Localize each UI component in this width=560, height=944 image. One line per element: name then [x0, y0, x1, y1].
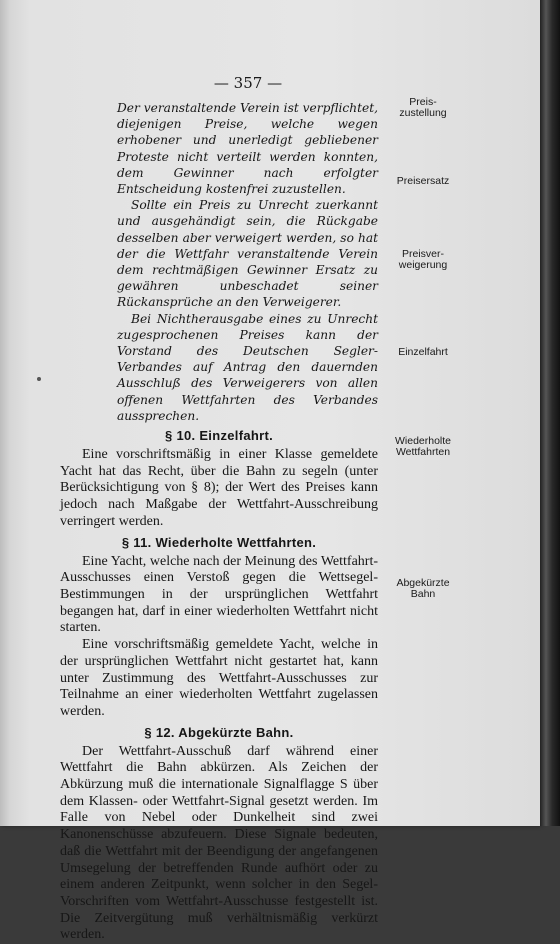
section-paragraph: Eine vorschriftsmäßig gemeldete Yacht, welche in der ursprünglichen Wettfahrt nicht gestartet hat, kann unter Zustimmung des Wettfahrt-Ausschusses zur Teilnahme an einer wiederholten Wettfahrt zugelassen werden. — [60, 637, 378, 719]
italic-paragraph: Bei Nichtherausgabe eines zu Unrecht zugesprochenen Preises kann der Vorstand des Deutschen Segler-Verbandes auf Antrag den dauernden Ausschluß des Verweigerers von allen offenen Wettfahrten des Verbandes aussprechen. — [117, 311, 378, 423]
page-number: — 357 — — [213, 74, 283, 92]
section-heading-10: § 10. Einzelfahrt. — [165, 428, 273, 444]
book-spine-edge — [540, 0, 560, 826]
section-heading-11: § 11. Wiederholte Wettfahrten. — [121, 534, 317, 550]
section-paragraph: Eine Yacht, welche nach der Meinung des Wettfahrt-Ausschusses einen Verstoß gegen die Wettsegel-Bestimmungen in der ursprünglichen Wettfahrt begangen hat, darf in einer wiederholten Wettfahrt nicht starten. — [60, 553, 378, 636]
section-heading-12: § 12. Abgekürzte Bahn. — [144, 724, 294, 740]
margin-note-abgekuerzte-bahn: Abgekürzte Bahn — [396, 577, 450, 600]
italic-paragraph: Sollte ein Preis zu Unrecht zuerkannt und ausgehändigt sein, die Rückgabe desselben aber verweigert werden, so hat der die Wettfahr veranstaltende Verein dem rechtmäßigen Gewinner Ersatz zu gewähren unbeschadet seiner Rückansprüche an den Verweigerer. — [117, 198, 378, 310]
margin-note-preisersatz: Preisersatz — [396, 175, 450, 187]
margin-note-preisverweigerung: Preisver- weigerung — [398, 248, 448, 271]
margin-note-wiederholte-wettfahrten: Wiederholte Wettfahrten — [394, 435, 452, 458]
italic-paragraph: Der veranstaltende Verein ist verpflichtet, diejenigen Preise, welche wegen erhobener und unerledigt gebliebener Proteste nicht verteilt werden konnten, dem Gewinner nach erfolgter Entscheidung kostenfrei zuzustellen. — [117, 101, 378, 197]
main-text-column — [60, 100, 378, 944]
section-paragraph: Der Wettfahrt-Ausschuß darf während einer Wettfahrt die Bahn abkürzen. Als Zeichen der Abkürzung muß die internationale Signalflagge S über dem Klassen- oder Wettfahrt-Signal gesetzt werden. Im Falle von Nebel oder Dunkelheit sind zwei Kanonenschüsse abzufeuern. Diese Signale bedeuten, daß die Wettfahrt mit der Beendigung der angefangenen Umsegelung der betreffenden Runde aufhört oder zu einem anderen Zeitpunkt, wenn solcher in den Segel-Vorschriften vom Wettfahrt-Ausschusse festgestellt ist. Die Zeitvergütung muß verhältnismäßig verkürzt werden. — [60, 743, 378, 943]
margin-note-preiszustellung: Preis- zustellung — [399, 96, 447, 119]
margin-note-einzelfahrt: Einzelfahrt — [398, 346, 448, 358]
margin-dot — [37, 377, 41, 381]
section-paragraph: Eine vorschriftsmäßig in einer Klasse gemeldete Yacht hat das Recht, über die Bahn zu segeln (unter Berücksichtigung von § 8); der Wert des Preises kann jedoch nach Maßgabe der Wettfahrt-Ausschreibung verringert werden. — [60, 447, 378, 529]
